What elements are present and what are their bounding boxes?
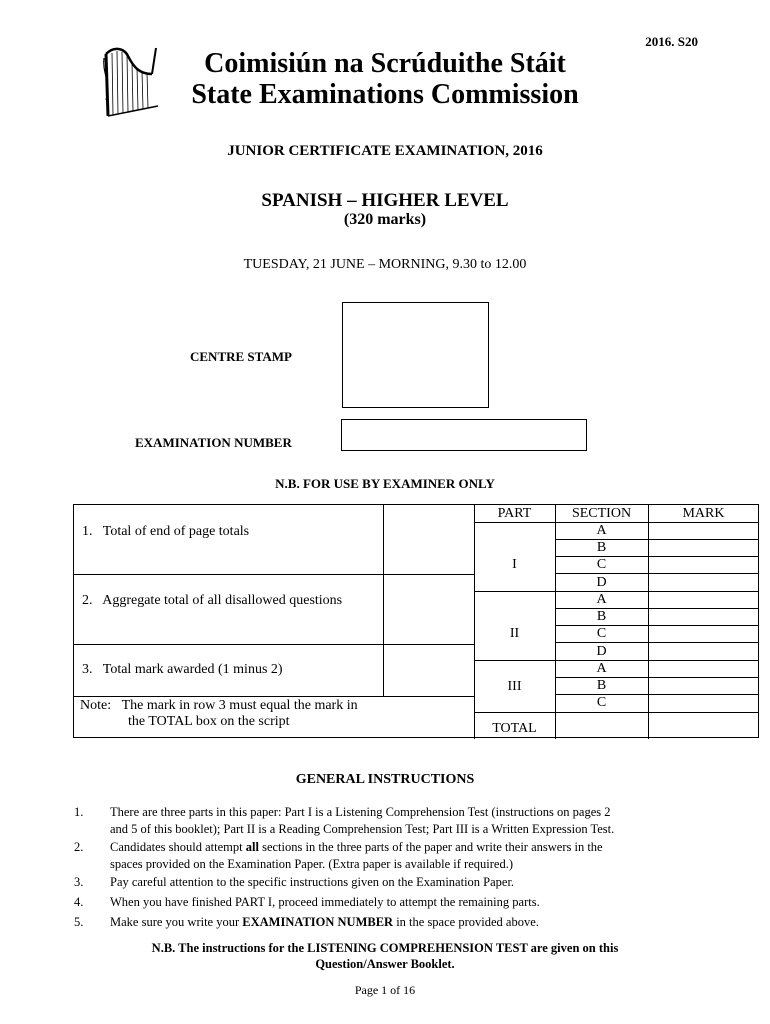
instruction-item — [74, 874, 694, 891]
harp-logo-icon — [100, 44, 162, 120]
section-label: B — [596, 540, 607, 555]
organisation-name-english: State Examinations Commission — [191, 79, 579, 110]
instruction-text: When you have finished PART I, proceed immediately to attempt the remaining parts. — [110, 895, 540, 909]
section-label: B — [596, 678, 607, 693]
instruction-text: Pay careful attention to the specific instructions given on the Examination Paper. — [110, 875, 515, 889]
paper-code: 2016. S20 — [645, 34, 698, 49]
note-prefix: Note: — [80, 698, 112, 713]
instruction-text: Candidates should attempt — [110, 840, 246, 854]
centre-stamp-label: CENTRE STAMP — [190, 349, 292, 364]
row-number: 2. — [82, 593, 93, 608]
organisation-name — [170, 48, 600, 110]
organisation-name-irish: Coimisiún na Scrúduithe Stáit — [204, 48, 566, 79]
note-line-1: The mark in row 3 must equal the mark in — [121, 698, 358, 713]
examiner-note — [80, 698, 410, 730]
instruction-emphasis: EXAMINATION NUMBER — [242, 915, 394, 929]
section-label: A — [596, 661, 607, 676]
page-number: Page 1 of 16 — [354, 983, 416, 997]
exam-title: JUNIOR CERTIFICATE EXAMINATION, 2016 — [227, 143, 543, 159]
examiner-mark-table — [73, 504, 759, 738]
instruction-number: 5. — [74, 915, 84, 929]
centre-stamp-box — [342, 302, 489, 408]
examiner-row-1 — [82, 524, 249, 540]
instruction-text: Make sure you write your — [110, 915, 243, 929]
section-label: C — [596, 626, 607, 641]
section-label: C — [596, 695, 607, 710]
note-line-2: the TOTAL box on the script — [128, 714, 290, 729]
examiner-row-3 — [82, 662, 283, 678]
section-label: B — [596, 609, 607, 624]
listening-note-line-2: Question/Answer Booklet. — [315, 957, 455, 971]
header-part: PART — [497, 506, 532, 521]
listening-note-line-1: N.B. The instructions for the LISTENING COMPREHENSION TEST are given on this — [151, 941, 619, 955]
section-label: A — [596, 592, 607, 607]
header-mark: MARK — [682, 506, 725, 521]
instruction-text: sections in the three parts of the paper and write their answers in the — [258, 840, 603, 854]
exam-number-label: EXAMINATION NUMBER — [135, 435, 292, 450]
examiner-row-2 — [82, 593, 342, 609]
instruction-item — [74, 894, 694, 911]
instruction-item — [74, 914, 694, 931]
instruction-text: There are three parts in this paper: Part I is a Listening Comprehension Test (instructions on pages 2 — [110, 805, 611, 819]
instruction-number: 3. — [74, 875, 84, 889]
instruction-number: 4. — [74, 895, 84, 909]
total-label: TOTAL — [492, 721, 537, 736]
row-number: 1. — [82, 524, 93, 539]
part-label: II — [509, 626, 520, 641]
part-label: III — [507, 679, 522, 694]
instruction-number: 1. — [74, 805, 84, 819]
row-label: Total of end of page totals — [102, 524, 250, 539]
instruction-text: in the space provided above. — [393, 915, 539, 929]
part-label: I — [512, 557, 517, 572]
exam-date-time: TUESDAY, 21 JUNE – MORNING, 9.30 to 12.00 — [243, 257, 527, 272]
instruction-text: and 5 of this booklet); Part II is a Reading Comprehension Test; Part III is a Written Expression Test. — [110, 822, 615, 836]
header-section: SECTION — [571, 506, 632, 521]
general-instructions-title: GENERAL INSTRUCTIONS — [295, 772, 475, 787]
section-label: C — [596, 557, 607, 572]
section-label: A — [596, 523, 607, 538]
total-marks: (320 marks) — [343, 211, 427, 228]
instruction-text: spaces provided on the Examination Paper. (Extra paper is available if required.) — [110, 857, 513, 871]
subject-title: SPANISH – HIGHER LEVEL — [261, 190, 509, 211]
exam-number-field[interactable] — [341, 419, 587, 451]
instruction-emphasis: all — [245, 840, 259, 854]
instruction-number: 2. — [74, 840, 84, 854]
row-number: 3. — [82, 662, 93, 677]
instruction-item — [74, 839, 694, 873]
row-label: Total mark awarded (1 minus 2) — [102, 662, 283, 677]
examiner-only-note: N.B. FOR USE BY EXAMINER ONLY — [275, 476, 495, 491]
section-label: D — [596, 644, 607, 659]
instruction-item — [74, 804, 694, 838]
listening-test-note — [100, 940, 670, 972]
row-label: Aggregate total of all disallowed questions — [102, 593, 343, 608]
section-label: D — [596, 575, 607, 590]
